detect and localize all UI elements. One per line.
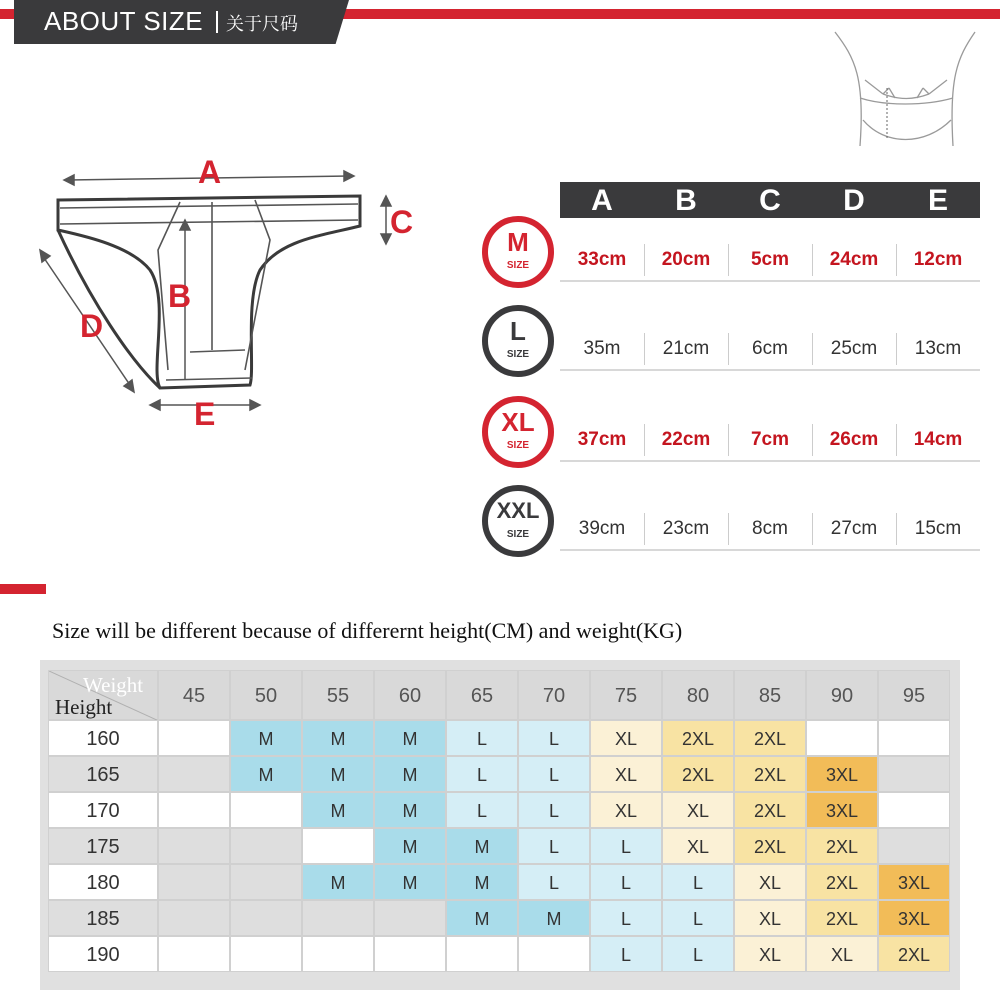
header-title: ABOUT SIZE (44, 6, 204, 36)
size-badge-xl (482, 396, 554, 468)
grid-height-header: 170 (48, 792, 158, 828)
grid-size-cell: L (446, 792, 518, 828)
grid-weight-header: 90 (806, 670, 878, 720)
grid-size-cell (878, 828, 950, 864)
grid-size-cell: M (374, 720, 446, 756)
row-divider (560, 549, 980, 551)
grid-size-cell (230, 828, 302, 864)
grid-height-header: 175 (48, 828, 158, 864)
grid-size-cell: 2XL (806, 900, 878, 936)
grid-corner-cell (48, 670, 158, 720)
grid-size-cell: L (590, 900, 662, 936)
row-divider (560, 369, 980, 371)
size-badge-xxl (482, 485, 554, 557)
size-row (560, 418, 980, 462)
grid-weight-header: 80 (662, 670, 734, 720)
grid-size-cell (230, 936, 302, 972)
grid-size-cell: 3XL (878, 900, 950, 936)
size-value-cell: 21cm (662, 338, 710, 359)
size-badge-caption: SIZE (506, 440, 530, 451)
grid-size-cell: L (518, 828, 590, 864)
cell-divider (728, 424, 729, 456)
grid-size-cell (878, 792, 950, 828)
size-value-cell: 13cm (914, 338, 962, 359)
size-badge-letter: XL (501, 407, 535, 437)
cell-divider (812, 333, 813, 365)
row-divider (560, 280, 980, 282)
size-col-e: E (927, 184, 948, 217)
grid-size-cell (374, 936, 446, 972)
grid-size-cell: L (662, 900, 734, 936)
grid-size-cell: M (374, 756, 446, 792)
size-value-cell: 20cm (661, 249, 711, 270)
cell-divider (644, 424, 645, 456)
grid-size-cell (302, 828, 374, 864)
grid-size-cell (158, 792, 230, 828)
size-badge-l (482, 305, 554, 377)
grid-size-cell: M (302, 792, 374, 828)
grid-weight-header: 70 (518, 670, 590, 720)
grid-size-cell (230, 792, 302, 828)
size-value-cell: 24cm (829, 249, 879, 270)
grid-height-header: 160 (48, 720, 158, 756)
grid-size-cell: L (662, 936, 734, 972)
grid-size-cell: 2XL (806, 828, 878, 864)
size-value-cell: 37cm (577, 429, 627, 450)
grid-size-cell: 2XL (734, 720, 806, 756)
cell-divider (896, 244, 897, 276)
grid-size-cell: 2XL (734, 828, 806, 864)
grid-size-cell: XL (662, 828, 734, 864)
grid-size-cell (302, 900, 374, 936)
grid-size-cell (158, 864, 230, 900)
cell-divider (728, 333, 729, 365)
grid-size-cell: M (374, 864, 446, 900)
size-col-d: D (843, 184, 865, 217)
grid-size-cell: M (518, 900, 590, 936)
grid-size-cell: L (518, 864, 590, 900)
grid-size-cell (446, 936, 518, 972)
size-value-cell: 26cm (829, 429, 879, 450)
grid-weight-header: 65 (446, 670, 518, 720)
grid-height-header: 180 (48, 864, 158, 900)
grid-size-cell: L (590, 864, 662, 900)
grid-size-cell: L (662, 864, 734, 900)
cell-divider (644, 513, 645, 545)
size-note: Size will be different because of differernt height(CM) and weight(KG) (52, 618, 683, 643)
size-value-cell: 35m (583, 338, 621, 359)
grid-size-cell: M (302, 720, 374, 756)
size-value-cell: 39cm (578, 518, 626, 539)
cell-divider (812, 424, 813, 456)
size-value-cell: 23cm (662, 518, 710, 539)
cell-divider (644, 244, 645, 276)
size-value-cell: 7cm (750, 429, 790, 450)
grid-size-cell: 3XL (806, 792, 878, 828)
grid-height-header: 165 (48, 756, 158, 792)
grid-size-cell: 3XL (878, 864, 950, 900)
size-badge-caption: SIZE (506, 529, 530, 540)
grid-size-cell: 2XL (662, 720, 734, 756)
row-divider (560, 460, 980, 462)
grid-size-cell: XL (590, 720, 662, 756)
grid-weight-header: 50 (230, 670, 302, 720)
dimension-label-a: A (198, 154, 222, 190)
grid-size-cell: XL (734, 936, 806, 972)
size-value-cell: 6cm (752, 338, 788, 359)
cell-divider (728, 244, 729, 276)
grid-size-cell: XL (590, 756, 662, 792)
grid-size-cell: L (518, 792, 590, 828)
grid-weight-label: Weight (83, 673, 144, 697)
grid-size-cell: M (230, 720, 302, 756)
grid-weight-header: 75 (590, 670, 662, 720)
grid-height-header: 190 (48, 936, 158, 972)
waist-measure-illustration (825, 28, 985, 152)
grid-size-cell (878, 720, 950, 756)
cell-divider (812, 244, 813, 276)
size-col-b: B (675, 184, 697, 217)
size-value-cell: 22cm (661, 429, 711, 450)
grid-size-cell: M (446, 900, 518, 936)
size-badge-letter: XXL (496, 498, 540, 523)
grid-size-cell: L (590, 828, 662, 864)
grid-size-cell: M (446, 864, 518, 900)
header-subtitle: 关于尺码 (226, 14, 298, 35)
dimension-label-c: C (390, 204, 414, 240)
grid-size-cell: L (518, 756, 590, 792)
grid-size-cell (518, 936, 590, 972)
grid-size-cell: L (590, 936, 662, 972)
cell-divider (644, 333, 645, 365)
cell-divider (728, 513, 729, 545)
height-weight-grid (40, 660, 960, 990)
size-value-cell: 33cm (577, 249, 627, 270)
grid-size-cell: 3XL (806, 756, 878, 792)
size-value-cell: 5cm (750, 249, 790, 270)
size-value-cell: 12cm (913, 249, 963, 270)
grid-size-cell: M (374, 792, 446, 828)
size-value-cell: 8cm (752, 518, 788, 539)
grid-size-cell: M (374, 828, 446, 864)
grid-height-header: 185 (48, 900, 158, 936)
grid-size-cell: 2XL (734, 756, 806, 792)
cell-divider (896, 424, 897, 456)
cell-divider (812, 513, 813, 545)
cell-divider (896, 513, 897, 545)
grid-size-cell: 2XL (662, 756, 734, 792)
size-row (560, 238, 980, 282)
grid-size-cell: M (230, 756, 302, 792)
grid-size-cell: 2XL (878, 936, 950, 972)
grid-size-cell (158, 828, 230, 864)
grid-size-cell (158, 720, 230, 756)
section-accent (0, 584, 46, 594)
size-badge-caption: SIZE (506, 349, 530, 360)
grid-weight-header: 95 (878, 670, 950, 720)
grid-size-cell: L (518, 720, 590, 756)
grid-weight-header: 60 (374, 670, 446, 720)
grid-size-cell: L (446, 720, 518, 756)
size-value-cell: 27cm (830, 518, 878, 539)
grid-size-cell (158, 756, 230, 792)
grid-size-cell (230, 864, 302, 900)
grid-weight-header: 85 (734, 670, 806, 720)
size-value-cell: 14cm (913, 429, 963, 450)
cell-divider (896, 333, 897, 365)
grid-size-cell (158, 900, 230, 936)
size-badge-m (482, 216, 554, 288)
grid-size-cell: XL (590, 792, 662, 828)
size-col-a: A (591, 184, 613, 217)
size-badge-letter: M (507, 227, 529, 257)
size-badge-caption: SIZE (506, 260, 530, 271)
grid-size-cell (878, 756, 950, 792)
grid-size-cell: XL (734, 900, 806, 936)
grid-size-cell: M (446, 828, 518, 864)
grid-size-cell: XL (806, 936, 878, 972)
size-row (560, 327, 980, 371)
grid-size-cell (806, 720, 878, 756)
grid-size-cell (230, 900, 302, 936)
grid-size-cell (158, 936, 230, 972)
grid-size-cell (302, 936, 374, 972)
header-divider (216, 11, 218, 33)
grid-size-cell (374, 900, 446, 936)
size-col-c: C (759, 184, 781, 217)
dimension-label-d: D (80, 308, 104, 344)
size-value-cell: 15cm (914, 518, 962, 539)
dimension-label-e: E (194, 396, 216, 432)
grid-weight-header: 45 (158, 670, 230, 720)
briefs-diagram (30, 140, 430, 440)
grid-size-cell: L (446, 756, 518, 792)
size-row (560, 507, 980, 551)
grid-size-cell: 2XL (734, 792, 806, 828)
grid-size-cell: M (302, 864, 374, 900)
grid-size-cell: XL (662, 792, 734, 828)
grid-height-label: Height (55, 695, 113, 719)
size-badge-letter: L (510, 316, 526, 346)
grid-size-cell: XL (734, 864, 806, 900)
grid-size-cell: M (302, 756, 374, 792)
grid-size-cell: 2XL (806, 864, 878, 900)
dimension-label-b: B (168, 278, 192, 314)
grid-weight-header: 55 (302, 670, 374, 720)
size-value-cell: 25cm (830, 338, 878, 359)
